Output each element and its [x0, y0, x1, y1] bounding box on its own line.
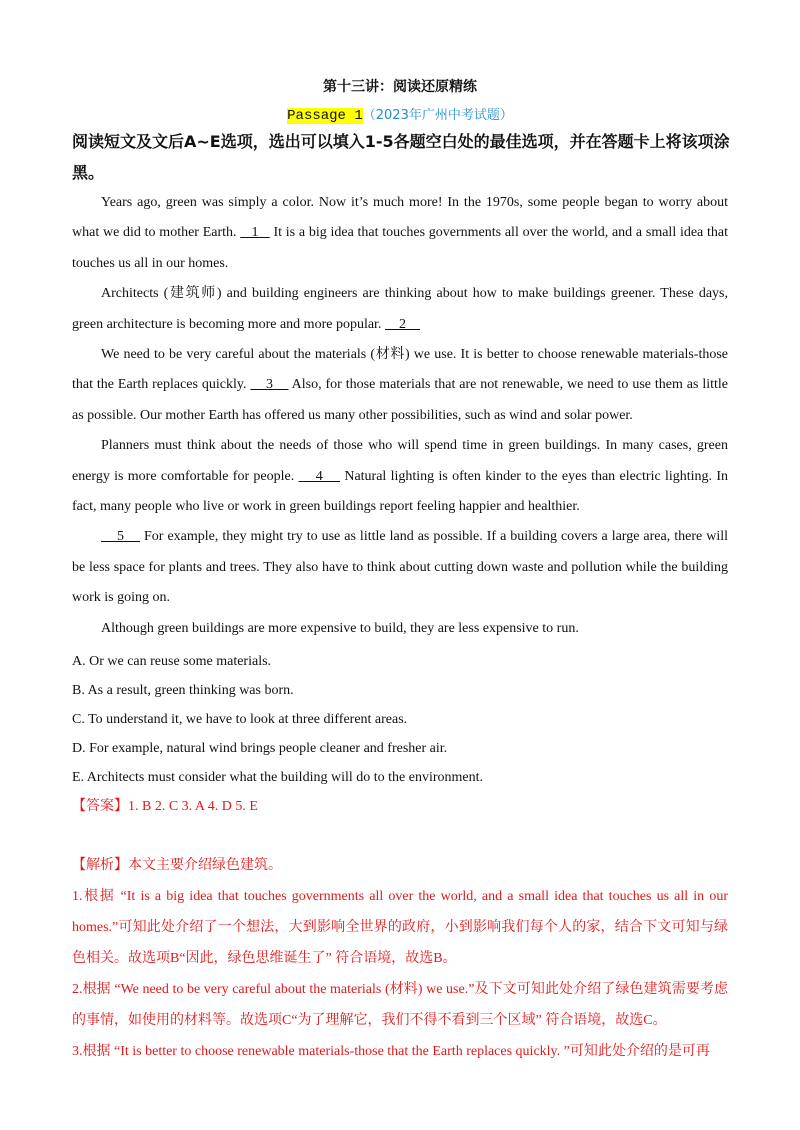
passage-label: Passage 1 — [287, 108, 363, 124]
paragraph-text: It is a big idea that touches governments all over the world, and a small idea that touches us all in our homes. — [72, 225, 729, 271]
paragraph-3 — [72, 340, 728, 431]
blank-4: 4 — [298, 468, 341, 484]
passage-heading — [0, 104, 800, 124]
option-a: A. Or we can reuse some materials. — [72, 654, 272, 669]
paragraph-5 — [72, 522, 728, 613]
paragraph-text: Also, for those materials that are not renewable, we need to use them as little as possible. Our mother Earth has offered us many other possibilities, such as wind and solar power. — [72, 377, 728, 423]
option-list — [72, 647, 728, 792]
analysis-section — [72, 850, 728, 1067]
blank-2: 2 — [384, 316, 420, 332]
analysis-item-3: 3.根据 “It is better to choose renewable materials-those that the Earth replaces quickly. ”可知此处介绍的是可再 — [72, 1044, 710, 1059]
paragraph-4 — [72, 431, 728, 522]
paragraph-6: Although green buildings are more expensive to build, they are less expensive to run. — [101, 620, 579, 636]
paragraph-1 — [72, 188, 728, 279]
blank-3: 3 — [250, 377, 289, 393]
option-b: B. As a result, green thinking was born. — [72, 683, 294, 698]
option-e: E. Architects must consider what the building will do to the environment. — [72, 770, 483, 785]
paragraph-text: Natural lighting is often kinder to the eyes than electric lighting. In fact, many people who live or work in green buildings report feeling happier and healthier. — [72, 468, 729, 515]
passage-source: （2023年广州中考试题） — [362, 108, 513, 123]
passage-body — [72, 188, 728, 644]
paragraph-text: Years ago, green was simply a color. Now it’s much more! In the 1970s, some people began to worry about what we did to mother Earth. — [72, 195, 728, 241]
blank-5: 5 — [101, 529, 141, 545]
paragraph-2 — [72, 279, 728, 340]
instructions: 阅读短文及文后A~E选项，选出可以填入1-5各题空白处的最佳选项，并在答题卡上将该项涂黑。 — [72, 132, 730, 182]
paragraph-text: For example, they might try to use as little land as possible. If a building covers a large area, there will be less space for plants and trees. They also have to think about cutting down waste and pollution while the building work is going on. — [72, 529, 728, 606]
answer-key: 【答案】1. B 2. C 3. A 4. D 5. E — [72, 799, 258, 814]
option-d: D. For example, natural wind brings people cleaner and fresher air. — [72, 741, 448, 756]
paragraph-text: Planners must think about the needs of those who will spend time in green buildings. In many cases, green energy is more comfortable for people. — [72, 438, 728, 484]
analysis-item-1: 1.根据 “It is a big idea that touches governments all over the world, and a small idea that touches us all in our homes.”可知此处介绍了一个想法，大到影响全世界的政府，小到影响我们每个人的家，结合下文可知与绿色相关。故选项B“因此，绿色思维诞生了” 符合语境，故选B。 — [72, 889, 728, 966]
option-c: C. To understand it, we have to look at three different areas. — [72, 712, 408, 727]
paragraph-text: We need to be very careful about the materials (材料) we use. It is better to choose renewable materials-those that the Earth replaces quickly. — [72, 347, 728, 393]
paragraph-text: Architects (建筑师) and building engineers are thinking about how to make buildings greener. These days, green architecture is becoming more and more popular. — [72, 286, 728, 332]
blank-1: 1 — [240, 225, 270, 241]
analysis-item-2: 2.根据 “We need to be very careful about the materials (材料) we use.”及下文可知此处介绍了绿色建筑需要考虑的事情，如使用的材料等。故选项C“为了理解它，我们不得不看到三个区域” 符合语境，故选C。 — [72, 982, 728, 1028]
lecture-title: 第十三讲：阅读还原精练 — [323, 79, 477, 95]
analysis-intro: 【解析】本文主要介绍绿色建筑。 — [72, 858, 282, 873]
